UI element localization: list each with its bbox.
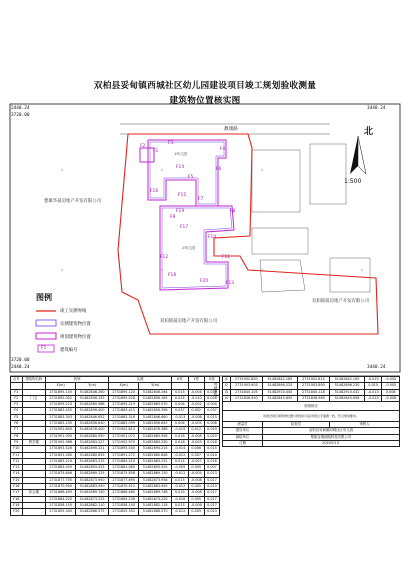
table-subheader: Y(m)	[139, 383, 172, 389]
building-label: F10	[208, 235, 217, 240]
table-subheader: Y(m)	[76, 383, 109, 389]
table-cell: 51482856.155	[76, 395, 109, 401]
table-header: Y差	[188, 377, 204, 383]
table-cell: 0.002	[188, 408, 204, 414]
table-cell: 门卫	[22, 395, 46, 401]
building-label: F19	[176, 209, 185, 214]
table-cell: -0.013	[364, 389, 381, 395]
table-subheader: X(m)	[46, 383, 76, 389]
building-label: F4	[220, 147, 226, 152]
table-cell: 0.024	[172, 395, 188, 401]
table-cell: 2731866.495	[46, 490, 76, 496]
coord-top-left-y: 3720.00	[11, 113, 30, 118]
building-label: F15	[178, 193, 187, 198]
table-cell: F6	[11, 421, 23, 427]
table-cell: F16	[11, 484, 23, 490]
table-cell: -0.005	[188, 421, 204, 427]
table-cell: 2731883.099	[109, 421, 139, 427]
table-cell: 0.014	[204, 452, 219, 458]
table-cell: -0.015	[364, 395, 381, 401]
table-cell: 0.026	[204, 395, 219, 401]
table-header: 规划	[46, 377, 109, 383]
table-cell: 2731901.090	[46, 433, 76, 439]
table-cell: 51482869.125	[76, 471, 109, 477]
table-cell: 2731901.072	[109, 433, 139, 439]
table-cell: 2731883.415	[109, 408, 139, 414]
table-cell: F20	[11, 509, 23, 515]
table-cell: 51482873.958	[139, 477, 172, 483]
table-cell: 2731902.800	[230, 377, 262, 383]
table-cell: -0.008	[382, 395, 400, 401]
table-cell: 51482883.227	[76, 439, 109, 445]
table-cell: 0.018	[204, 439, 219, 445]
road-label: 教康路	[224, 127, 238, 132]
table-cell: -0.005	[188, 471, 204, 477]
table-cell: 0.008	[382, 389, 400, 395]
check-conclusion: 该建设项目建筑物位置与规划许可证所附总平面图一致，符合规划要求。	[223, 411, 400, 422]
table-cell: 0.016	[204, 458, 219, 464]
table-cell: 51482876.388	[139, 427, 172, 433]
table-cell: 51482873.950	[76, 477, 109, 483]
table-cell: 51482886.570	[139, 509, 172, 515]
table-cell: -0.007	[188, 458, 204, 464]
table-cell: F14	[11, 471, 23, 477]
table-cell: 51482860.970	[139, 402, 172, 408]
table-header: D差	[204, 377, 219, 383]
table-cell: 0.013	[204, 484, 219, 490]
table-cell: 51482890.221	[76, 446, 109, 452]
building-note: 1幼儿园	[174, 152, 188, 156]
table-cell: 51482869.748	[139, 490, 172, 496]
table-cell: 2731902.988	[46, 439, 76, 445]
table-cell: -0.004	[188, 389, 204, 395]
table-cell: 0.016	[204, 389, 219, 395]
table-cell: 2731895.028	[109, 395, 139, 401]
scale-label: 1:500	[344, 178, 362, 185]
table-cell: 2731895.120	[109, 389, 139, 395]
table-cell: 0.007	[188, 452, 204, 458]
table-cell: 51482890.215	[139, 446, 172, 452]
table-cell: 2731864.236	[109, 496, 139, 502]
building-label: F20	[200, 279, 209, 284]
table-cell: -0.015	[364, 377, 381, 383]
table-cell: 0.005	[188, 484, 204, 490]
table-cell: 2731855.352	[109, 509, 139, 515]
building-label: F1	[153, 149, 159, 154]
table-cell: 0.015	[172, 502, 188, 508]
table-cell: -0.008	[188, 490, 204, 496]
table-cell: 51482856.398	[139, 408, 172, 414]
table-cell: 2731883.055	[46, 465, 76, 471]
survey-label: 测绘单位	[223, 434, 263, 440]
planned-buildings	[140, 140, 234, 290]
table-cell: 2731902.815	[109, 427, 139, 433]
building-label: F11	[222, 255, 231, 260]
table-cell: 51482910.432	[330, 389, 365, 395]
coord-bottom-right-x: 3440.24	[367, 365, 386, 370]
table-cell: 2731891.260	[46, 452, 76, 458]
neighbor-east-label: 双柏锦晟房地产开发有限公司	[312, 299, 370, 304]
table-cell: 0.004	[204, 402, 219, 408]
staff-label: 检查员	[262, 422, 329, 428]
table-cell: -0.005	[172, 465, 188, 471]
table-cell: 2731903.890	[297, 383, 329, 389]
table-cell: 51482845.658	[330, 395, 365, 401]
staff-label: 测量员	[223, 422, 263, 428]
table-cell: -0.008	[188, 502, 204, 508]
table-cell: 51482856.640	[76, 421, 109, 427]
table-cell: 51482880.950	[76, 433, 109, 439]
table-cell: 51482896.230	[330, 383, 365, 389]
building-label: F8	[230, 209, 236, 214]
table-cell: -0.012	[172, 452, 188, 458]
boundary-label: 用地界线	[214, 382, 218, 397]
table-cell: 51482846.264	[139, 389, 172, 395]
table-cell: 2731883.210	[109, 458, 139, 464]
table-cell: J3	[223, 389, 231, 395]
table-cell: 0.015	[172, 477, 188, 483]
table-row	[11, 509, 220, 515]
table-cell: -0.012	[172, 471, 188, 477]
coord-bottom-left-y: 3720.00	[11, 358, 30, 363]
building-label: F6	[216, 167, 222, 172]
table-cell: 2731870.900	[46, 484, 76, 490]
table-header: 实测	[109, 377, 172, 383]
table-cell: -0.016	[172, 496, 188, 502]
legend-item-number: 建筑编号	[60, 348, 78, 353]
building-label: F18	[168, 273, 177, 278]
table-cell: 51482882.118	[139, 502, 172, 508]
table-cell: 0.020	[204, 433, 219, 439]
table-cell: F17	[11, 490, 23, 496]
table-cell: F8	[11, 433, 23, 439]
table-cell: 2731883.224	[46, 458, 76, 464]
table-cell: 2731870.912	[109, 484, 139, 490]
map-title-line1: 双柏县妥甸镇西城社区幼儿园建设项目竣工规划验收测量	[93, 81, 317, 91]
table-cell: J1	[223, 377, 231, 383]
table-cell: F13	[11, 465, 23, 471]
grid-crosses	[60, 168, 364, 272]
table-cell: 51482893.520	[139, 465, 172, 471]
staff-label: 审核人	[330, 422, 400, 428]
table-cell: -0.012	[172, 484, 188, 490]
table-cell: 51482883.225	[76, 458, 109, 464]
table-cell: 0.015	[204, 414, 219, 420]
table-row	[223, 383, 400, 389]
building-label: F14	[176, 165, 185, 170]
table-cell: -0.008	[188, 433, 204, 439]
table-cell: -0.008	[188, 477, 204, 483]
table-cell: 0.012	[188, 427, 204, 433]
table-cell: 0.005	[188, 509, 204, 515]
legend-item-measured: 实测建筑物位置	[60, 322, 91, 327]
table-cell: 51482846.260	[76, 389, 109, 395]
table-cell: F19	[11, 502, 23, 508]
table-cell: 2731875.846	[46, 471, 76, 477]
table-header: 建筑物名称	[22, 377, 46, 383]
table-cell: 2731877.690	[109, 477, 139, 483]
building-label: F2	[140, 144, 146, 149]
table-cell: -0.002	[188, 402, 204, 408]
table-cell: F12	[11, 458, 23, 464]
table-cell: -0.012	[172, 509, 188, 515]
table-cell: -0.013	[172, 414, 188, 420]
table-cell: 51482856.165	[139, 395, 172, 401]
neighbor-west-label: 楚雄华晟房地产开发有限公司	[44, 199, 102, 204]
table-cell: 2731902.815	[297, 377, 329, 383]
table-cell: 51482910.440	[262, 389, 297, 395]
table-cell: 2731895.052	[46, 395, 76, 401]
table-cell: 综合楼	[22, 490, 46, 496]
table-cell: 2731836.950	[230, 395, 262, 401]
table-cell: 2731883.452	[46, 408, 76, 414]
table-cell: 教学楼	[22, 439, 46, 445]
table-cell: 51482846.652	[76, 414, 109, 420]
table-cell: 51482873.220	[139, 496, 172, 502]
table-cell: 51482842.190	[330, 377, 365, 383]
table-cell: 0.015	[364, 383, 381, 389]
legend-title: 图例	[36, 293, 52, 302]
building-label: F12	[160, 255, 169, 260]
table-cell: 51482860.968	[76, 402, 109, 408]
table-cell: 0.013	[204, 471, 219, 477]
table-cell: 0.037	[204, 408, 219, 414]
table-cell: 2731840.105	[230, 389, 262, 395]
building-label: F9	[170, 215, 176, 220]
table-cell: 2731836.965	[297, 395, 329, 401]
table-cell: 2731883.105	[46, 421, 76, 427]
table-cell: 0.037	[172, 408, 188, 414]
table-row	[223, 395, 400, 401]
table-cell: -0.015	[172, 427, 188, 433]
table-cell: 51482882.110	[76, 502, 109, 508]
coordinate-table	[10, 376, 220, 516]
legend-sample-number: F1	[41, 346, 47, 351]
table-header: 点号	[11, 377, 23, 383]
table-cell: F4	[11, 408, 23, 414]
table-cell: -0.014	[172, 446, 188, 452]
table-cell: F5	[11, 414, 23, 420]
building-label: F17	[180, 225, 189, 230]
table-cell: F7	[11, 427, 23, 433]
unit-label: 建设单位	[223, 428, 263, 434]
table-cell: 0.005	[188, 465, 204, 471]
table-cell: 51482869.740	[76, 490, 109, 496]
table-cell: 2731895.223	[46, 402, 76, 408]
table-cell	[22, 509, 46, 515]
table-cell: F15	[11, 477, 23, 483]
table-cell: 2731903.905	[230, 383, 262, 389]
building-label: F16	[150, 189, 159, 194]
coord-top-right-x: 3440.24	[367, 106, 386, 111]
table-cell: 2731891.272	[109, 452, 139, 458]
table-cell: 51482880.958	[139, 433, 172, 439]
table-cell: F11	[11, 452, 23, 458]
table-cell: 2731893.540	[109, 446, 139, 452]
table-cell: 0.013	[204, 509, 219, 515]
table-cell: 0.017	[204, 477, 219, 483]
table-cell: 51482893.525	[76, 465, 109, 471]
map-title-line2: 建筑物位置核实图	[169, 96, 241, 106]
table-cell: 51482880.655	[76, 452, 109, 458]
table-row	[223, 389, 400, 395]
date-value: 2020年5月	[262, 441, 399, 447]
table-cell: 0.018	[172, 433, 188, 439]
table-cell: 51482880.648	[139, 452, 172, 458]
boundary-table	[222, 376, 400, 447]
table-cell: 51482876.400	[76, 427, 109, 433]
table-cell: 2731864.220	[46, 496, 76, 502]
site-boundary-line	[118, 134, 378, 334]
table-cell: 0.017	[204, 502, 219, 508]
building-label: F5	[188, 175, 194, 180]
table-cell: 51482845.650	[262, 395, 297, 401]
table-cell: 51482842.185	[262, 377, 297, 383]
table-cell: 2731855.340	[46, 509, 76, 515]
table-cell: 0.004	[172, 402, 188, 408]
table-cell: F3	[11, 402, 23, 408]
check-note: 规划核实	[223, 402, 400, 411]
table-cell: 0.006	[188, 446, 204, 452]
table-cell: 51482863.945	[139, 484, 172, 490]
legend-item-planned: 规划建筑物位置	[60, 335, 91, 340]
table-cell: 0.015	[204, 446, 219, 452]
unit-value: 双柏县妥甸镇西城社区幼儿园	[262, 428, 399, 434]
table-cell: F10	[11, 446, 23, 452]
table-cell: 51482846.660	[139, 414, 172, 420]
table-cell: 2731877.705	[46, 477, 76, 483]
table-cell: J2	[223, 383, 231, 389]
table-cell: 2731895.219	[109, 402, 139, 408]
building-label: F7	[198, 197, 204, 202]
north-arrow-icon	[350, 136, 366, 174]
building-note: 2幼儿园	[182, 246, 196, 250]
table-row	[223, 377, 400, 383]
table-cell: 2731858.155	[46, 502, 76, 508]
table-cell: -0.008	[188, 414, 204, 420]
table-cell: 0.018	[172, 439, 188, 445]
table-cell: -0.005	[382, 383, 400, 389]
table-subheader: X(m)	[109, 383, 139, 389]
table-cell: 51482869.130	[139, 471, 172, 477]
table-cell: 51482896.225	[262, 383, 297, 389]
table-cell: 2731858.140	[109, 502, 139, 508]
building-label: F3	[168, 141, 174, 146]
table-cell: 2731883.316	[109, 414, 139, 420]
table-cell: -0.005	[382, 377, 400, 383]
table-header: X差	[172, 377, 188, 383]
table-cell: 0.006	[172, 421, 188, 427]
building-label: F13	[226, 281, 235, 286]
table-cell: 51482883.232	[139, 458, 172, 464]
table-cell: 2731883.060	[109, 465, 139, 471]
table-cell: F9	[11, 439, 23, 445]
neighbor-south-label: 双柏锦晟房地产开发有限公司	[160, 319, 218, 324]
table-cell: 51482886.575	[76, 509, 109, 515]
table-cell: 0.005	[188, 496, 204, 502]
coord-top-left-x: 2440.24	[11, 106, 30, 111]
table-cell: 0.014	[172, 458, 188, 464]
table-cell: 0.019	[204, 427, 219, 433]
date-label: 日期	[223, 441, 263, 447]
survey-value: 楚雄金瑞测绘科技有限公司	[262, 434, 399, 440]
table-cell: 0.015	[172, 389, 188, 395]
table-cell: -0.003	[188, 439, 204, 445]
north-label: 北	[364, 127, 374, 137]
table-cell: 2731893.526	[46, 446, 76, 452]
table-cell: 2731895.135	[46, 389, 76, 395]
table-cell: 0.007	[204, 465, 219, 471]
table-cell: F1	[11, 389, 23, 395]
table-cell: 0.015	[172, 490, 188, 496]
coord-bottom-left-x: 2440.24	[11, 365, 30, 370]
table-cell: F2	[11, 395, 23, 401]
table-cell: 2731875.858	[109, 471, 139, 477]
table-cell: 0.008	[204, 421, 219, 427]
table-cell: F18	[11, 496, 23, 502]
table-cell: 2731840.118	[297, 389, 329, 395]
table-cell: 0.017	[204, 490, 219, 496]
table-cell: 51482873.225	[76, 496, 109, 502]
table-cell: -0.010	[188, 395, 204, 401]
table-cell: 51482856.400	[76, 408, 109, 414]
table-cell: 51482883.230	[139, 439, 172, 445]
table-cell: 2731902.970	[109, 439, 139, 445]
table-cell: J4	[223, 395, 231, 401]
table-cell: 51482863.950	[76, 484, 109, 490]
table-cell: 2731883.303	[46, 414, 76, 420]
table-cell: 2731902.800	[46, 427, 76, 433]
table-cell: 2731866.480	[109, 490, 139, 496]
table-cell: 0.017	[204, 496, 219, 502]
legend-item-boundary: 竣工实测界线	[60, 309, 87, 314]
table-cell: 51482856.645	[139, 421, 172, 427]
